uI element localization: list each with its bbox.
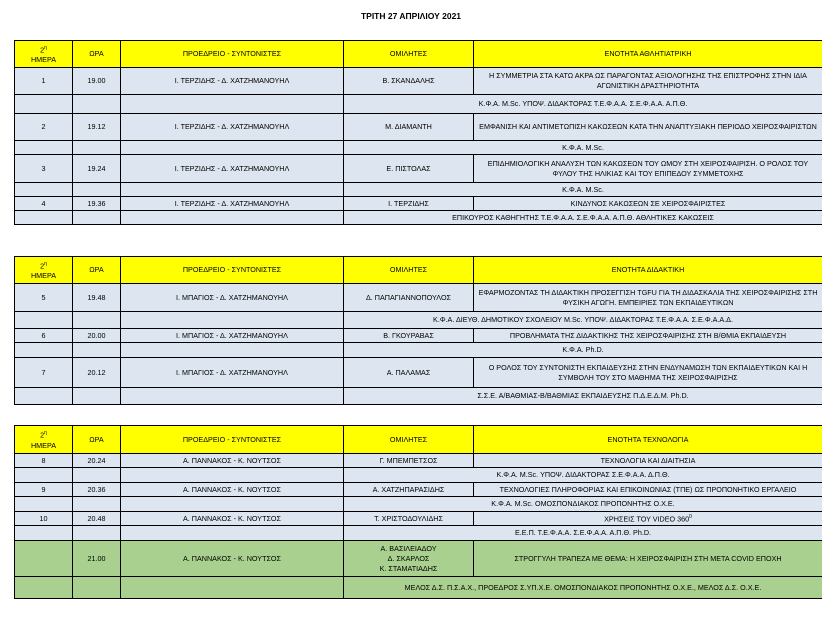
table-info-row: [15, 343, 822, 358]
schedule-table-technology: [14, 425, 822, 599]
table-row: [15, 512, 822, 526]
row-info: Κ.Φ.Α. ΔΙΕΥΘ. ΔΗΜΟΤΙΚΟΥ ΣΧΟΛΕΙΟΥ M.Sc. ΥΠΟΨ. ΔΙΔΑΚΤΟΡΑΣ Τ.Ε.Φ.Α.Α. Σ.Ε.Φ.Α.Α.Δ.: [344, 312, 822, 329]
row-info: Κ.Φ.Α. Μ.Sc. ΥΠΟΨ. ΔΙΔΑΚΤΟΡΑΣ Σ.Ε.Φ.Α.Α. Δ.Π.Θ.: [344, 468, 822, 483]
table-header-row: [15, 41, 822, 68]
table-row: [15, 284, 822, 312]
row-speaker: Α. ΠΑΛΑΜΑΣ: [344, 358, 474, 388]
row-time: 20.48: [73, 512, 121, 526]
row-chairs: Α. ΠΑΝΝΑΚΟΣ - Κ. ΝΟΥΤΣΟΣ: [121, 512, 344, 526]
row-time: 19.00: [73, 68, 121, 95]
row-number: 8: [15, 454, 73, 468]
row-info: Κ.Φ.Α. Ph.D.: [344, 343, 822, 358]
row-speaker: Β. ΣΚΑΝΔΑΛΗΣ: [344, 68, 474, 95]
row-topic: ΤΕΧΝΟΛΟΓΙΕΣ ΠΛΗΡΟΦΟΡΙΑΣ ΚΑΙ ΕΠΙΚΟΙΝΩΝΙΑΣ (ΤΠΕ) ΩΣ ΠΡΟΠΟΝΗΤΙΚΟ ΕΡΓΑΛΕΙΟ: [474, 483, 822, 497]
row-number: 2: [15, 114, 73, 141]
row-speaker: Δ. ΠΑΠΑΓΙΑΝΝΟΠΟΥΛΟΣ: [344, 284, 474, 312]
table-row: [15, 329, 822, 343]
table-row: [15, 197, 822, 211]
row-speaker: Β. ΓΚΟΥΡΑΒΑΣ: [344, 329, 474, 343]
header-speakers: ΟΜΙΛΗΤΕΣ: [344, 426, 474, 454]
table-info-row: [15, 141, 822, 155]
row-topic: ΤΕΧΝΟΛΟΓΙΑ ΚΑΙ ΔΙΑΙΤΗΣΙΑ: [474, 454, 822, 468]
row-chairs: Α. ΠΑΝΝΑΚΟΣ - Κ. ΝΟΥΤΣΟΣ: [121, 483, 344, 497]
row-time: 19.48: [73, 284, 121, 312]
round-table-info: ΜΕΛΟΣ Δ.Σ. Π.Σ.Α.Χ., ΠΡΟΕΔΡΟΣ Σ.ΥΠ.Χ.Ε. ΟΜΟΣΠΟΝΔΙΑΚΟΣ ΠΡΟΠΟΝΗΤΗΣ Ο.Χ.Ε., ΜΕΛΟΣ Δ.Σ. Ο.Χ.Ε.: [344, 577, 822, 599]
row-speaker: Ι. ΤΕΡΖΙΔΗΣ: [344, 197, 474, 211]
row-chairs: Ι. ΜΠΑΓΙΟΣ - Δ. ΧΑΤΖΗΜΑΝΟΥΗΛ: [121, 284, 344, 312]
header-time: ΩΡΑ: [73, 257, 121, 284]
table-row: [15, 114, 822, 141]
row-number: 5: [15, 284, 73, 312]
table-info-row: [15, 497, 822, 512]
row-topic: ΕΠΙΔΗΜΙΟΛΟΓΙΚΗ ΑΝΑΛΥΣΗ ΤΩΝ ΚΑΚΩΣΕΩΝ ΤΟΥ ΩΜΟΥ ΣΤΗ ΧΕΙΡΟΣΦΑΙΡΙΣΗ. Ο ΡΟΛΟΣ ΤΟΥ ΦΥΛΟΥ ΤΗΣ ΗΛΙΚΙΑΣ ΚΑΙ ΤΟΥ ΕΠΙΠΕΔΟΥ ΣΥΜΜΕΤΟΧΗΣ: [474, 155, 822, 183]
row-number: 1: [15, 68, 73, 95]
table-header-row: [15, 426, 822, 454]
table-info-row: [15, 468, 822, 483]
header-chairs: ΠΡΟΕΔΡΕΙΟ - ΣΥΝΤΟΝΙΣΤΕΣ: [121, 257, 344, 284]
header-day: $2^\eta$ ΗΜΕΡΑ: [15, 41, 73, 68]
round-table-time: 21.00: [73, 541, 121, 577]
row-info: Κ.Φ.Α. M.Sc. ΥΠΟΨ. ΔΙΔΑΚΤΟΡΑΣ Τ.Ε.Φ.Α.Α. Σ.Ε.Φ.Α.Α. Α.Π.Θ.: [344, 95, 822, 114]
header-day: $2^\eta$ ΗΜΕΡΑ: [15, 257, 73, 284]
row-chairs: Ι. ΤΕΡΖΙΔΗΣ - Δ. ΧΑΤΖΗΜΑΝΟΥΗΛ: [121, 155, 344, 183]
header-chairs: ΠΡΟΕΔΡΕΙΟ - ΣΥΝΤΟΝΙΣΤΕΣ: [121, 426, 344, 454]
row-topic: Ο ΡΟΛΟΣ ΤΟΥ ΣΥΝΤΟΝΙΣΤΗ ΕΚΠΑΙΔΕΥΣΗΣ ΣΤΗΝ ΕΝΔΥΝΑΜΩΣΗ ΤΩΝ ΕΚΠΑΙΔΕΥΤΙΚΩΝ ΚΑΙ Η ΣΥΜΒΟΛΗ ΤΟΥ ΣΤΟ ΜΑΘΗΜΑ ΤΗΣ ΧΕΙΡΟΣΦΑΙΡΙΣΗΣ: [474, 358, 822, 388]
row-topic: ΕΦΑΡΜΟΖΟΝΤΑΣ ΤΗ ΔΙΔΑΚΤΙΚΗ ΠΡΟΣΕΓΓΙΣΗ TGFU ΓΙΑ ΤΗ ΔΙΔΑΣΚΑΛΙΑ ΤΗΣ ΧΕΙΡΟΣΦΑΙΡΙΣΗΣ ΣΤΗ ΦΥΣΙΚΗ ΑΓΩΓΗ. ΕΜΠΕΙΡΙΕΣ ΤΩΝ ΕΚΠΑΙΔΕΥΤΙΚΩΝ: [474, 284, 822, 312]
row-time: 20.36: [73, 483, 121, 497]
row-info: Σ.Σ.Ε. Α/ΒΑΘΜΙΑΣ-Β/ΒΑΘΜΙΑΣ ΕΚΠΑΙΔΕΥΣΗΣ Π.Δ.Ε.Δ.Μ. Ph.D.: [344, 388, 822, 405]
table-row: [15, 483, 822, 497]
header-chairs: ΠΡΟΕΔΡΕΙΟ - ΣΥΝΤΟΝΙΣΤΕΣ: [121, 41, 344, 68]
table-row: [15, 358, 822, 388]
table-row: [15, 68, 822, 95]
header-unit: ΕΝΟΤΗΤΑ ΑΘΛΗΤΙΑΤΡΙΚΗ: [474, 41, 822, 68]
row-topic: ΠΡΟΒΛΗΜΑΤΑ ΤΗΣ ΔΙΔΑΚΤΙΚΗΣ ΤΗΣ ΧΕΙΡΟΣΦΑΙΡΙΣΗΣ ΣΤΗ Β/ΘΜΙΑ ΕΚΠΑΙΔΕΥΣΗ: [474, 329, 822, 343]
header-speakers: ΟΜΙΛΗΤΕΣ: [344, 41, 474, 68]
row-chairs: Α. ΠΑΝΝΑΚΟΣ - Κ. ΝΟΥΤΣΟΣ: [121, 454, 344, 468]
round-table-speaker: Α. ΒΑΣΙΛΕΙΑΔΟΥ: [380, 543, 437, 553]
row-chairs: Ι. ΤΕΡΖΙΔΗΣ - Δ. ΧΑΤΖΗΜΑΝΟΥΗΛ: [121, 114, 344, 141]
row-topic: ΧΡΗΣΕΙΣ ΤΟΥ VIDEO $360^0$: [474, 512, 822, 526]
row-info: Ε.Ε.Π. Τ.Ε.Φ.Α.Α. Σ.Ε.Φ.Α.Α. Α.Π.Θ. Ph.D.: [344, 526, 822, 541]
row-number: 4: [15, 197, 73, 211]
row-info: ΕΠΙΚΟΥΡΟΣ ΚΑΘΗΓΗΤΗΣ Τ.Ε.Φ.Α.Α. Σ.Ε.Φ.Α.Α. Α.Π.Θ. ΑΘΛΗΤΙΚΕΣ ΚΑΚΩΣΕΙΣ: [344, 211, 822, 225]
table-info-row: [15, 526, 822, 541]
round-table-empty: [15, 541, 73, 577]
round-table-speaker: Δ. ΣΚΑΡΛΟΣ: [387, 553, 430, 563]
row-time: 20.24: [73, 454, 121, 468]
row-speaker: Μ. ΔΙΑΜΑΝΤΗ: [344, 114, 474, 141]
header-unit: ΕΝΟΤΗΤΑ ΔΙΔΑΚΤΙΚΗ: [474, 257, 822, 284]
header-time: ΩΡΑ: [73, 41, 121, 68]
row-speaker: Α. ΧΑΤΖΗΠΑΡΑΣΙΔΗΣ: [344, 483, 474, 497]
schedule-table-sports-medicine: [14, 40, 822, 225]
row-speaker: Τ. ΧΡΙΣΤΟΔΟΥΛΙΔΗΣ: [344, 512, 474, 526]
round-table-row: [15, 541, 822, 577]
row-topic: ΕΜΦΑΝΙΣΗ ΚΑΙ ΑΝΤΙΜΕΤΩΠΙΣΗ ΚΑΚΩΣΕΩΝ ΚΑΤΑ ΤΗΝ ΑΝΑΠΤΥΞΙΑΚΗ ΠΕΡΙΟΔΟ ΧΕΙΡΟΣΦΑΙΡΙΣΤΩΝ: [474, 114, 822, 141]
row-chairs: Ι. ΤΕΡΖΙΔΗΣ - Δ. ΧΑΤΖΗΜΑΝΟΥΗΛ: [121, 197, 344, 211]
row-topic: Η ΣΥΜΜΕΤΡΙΑ ΣΤΑ ΚΑΤΩ ΑΚΡΑ ΩΣ ΠΑΡΑΓΟΝΤΑΣ ΑΞΙΟΛΟΓΗΣΗΣ ΤΗΣ ΕΠΙΣΤΡΟΦΗΣ ΣΤΗΝ ΙΔΙΑ ΑΓΩΝΙΣΤΙΚΗ ΔΡΑΣΤΗΡΙΟΤΗΤΑ: [474, 68, 822, 95]
row-chairs: Ι. ΜΠΑΓΙΟΣ - Δ. ΧΑΤΖΗΜΑΝΟΥΗΛ: [121, 358, 344, 388]
table-info-row: [15, 312, 822, 329]
row-number: 10: [15, 512, 73, 526]
row-number: 6: [15, 329, 73, 343]
table-info-row: [15, 388, 822, 405]
row-number: 7: [15, 358, 73, 388]
schedule-table-didactics: [14, 256, 822, 405]
header-day: $2^\eta$ ΗΜΕΡΑ: [15, 426, 73, 454]
row-chairs: Ι. ΜΠΑΓΙΟΣ - Δ. ΧΑΤΖΗΜΑΝΟΥΗΛ: [121, 329, 344, 343]
table-row: [15, 454, 822, 468]
row-speaker: Ε. ΠΙΣΤΟΛΑΣ: [344, 155, 474, 183]
round-table-speaker: Κ. ΣΤΑΜΑΤΙΑΔΗΣ: [379, 563, 438, 573]
row-number: 3: [15, 155, 73, 183]
row-time: 20.12: [73, 358, 121, 388]
row-time: 19.24: [73, 155, 121, 183]
page-title: ΤΡΙΤΗ 27 ΑΠΡΙΛΙΟΥ 2021: [360, 11, 462, 21]
table-row: [15, 155, 822, 183]
row-time: 20.00: [73, 329, 121, 343]
round-table-speakers: [344, 541, 474, 577]
header-unit: ΕΝΟΤΗΤΑ ΤΕΧΝΟΛΟΓΙΑ: [474, 426, 822, 454]
row-chairs: Ι. ΤΕΡΖΙΔΗΣ - Δ. ΧΑΤΖΗΜΑΝΟΥΗΛ: [121, 68, 344, 95]
row-time: 19.36: [73, 197, 121, 211]
round-table-topic: ΣΤΡΟΓΓΥΛΗ ΤΡΑΠΕΖΑ ΜΕ ΘΕΜΑ: Η ΧΕΙΡΟΣΦΑΙΡΙΣΗ ΣΤΗ ΜΕΤΑ COVID ΕΠΟΧΗ: [474, 541, 822, 577]
row-info: Κ.Φ.Α. M.Sc. ΟΜΟΣΠΟΝΔΙΑΚΟΣ ΠΡΟΠΟΝΗΤΗΣ Ο.Χ.Ε.: [344, 497, 822, 512]
round-table-chairs: Α. ΠΑΝΝΑΚΟΣ - Κ. ΝΟΥΤΣΟΣ: [121, 541, 344, 577]
table-info-row: [15, 183, 822, 197]
row-number: 9: [15, 483, 73, 497]
row-topic: ΚΙΝΔΥΝΟΣ ΚΑΚΩΣΕΩΝ ΣΕ ΧΕΙΡΟΣΦΑΙΡΙΣΤΕΣ: [474, 197, 822, 211]
row-speaker: Γ. ΜΠΕΜΠΕΤΣΟΣ: [344, 454, 474, 468]
row-time: 19.12: [73, 114, 121, 141]
header-speakers: ΟΜΙΛΗΤΕΣ: [344, 257, 474, 284]
round-table-info-row: [15, 577, 822, 599]
header-time: ΩΡΑ: [73, 426, 121, 454]
row-info: Κ.Φ.Α. M.Sc.: [344, 141, 822, 155]
table-info-row: [15, 95, 822, 114]
row-info: Κ.Φ.Α. M.Sc.: [344, 183, 822, 197]
table-info-row: [15, 211, 822, 225]
table-header-row: [15, 257, 822, 284]
